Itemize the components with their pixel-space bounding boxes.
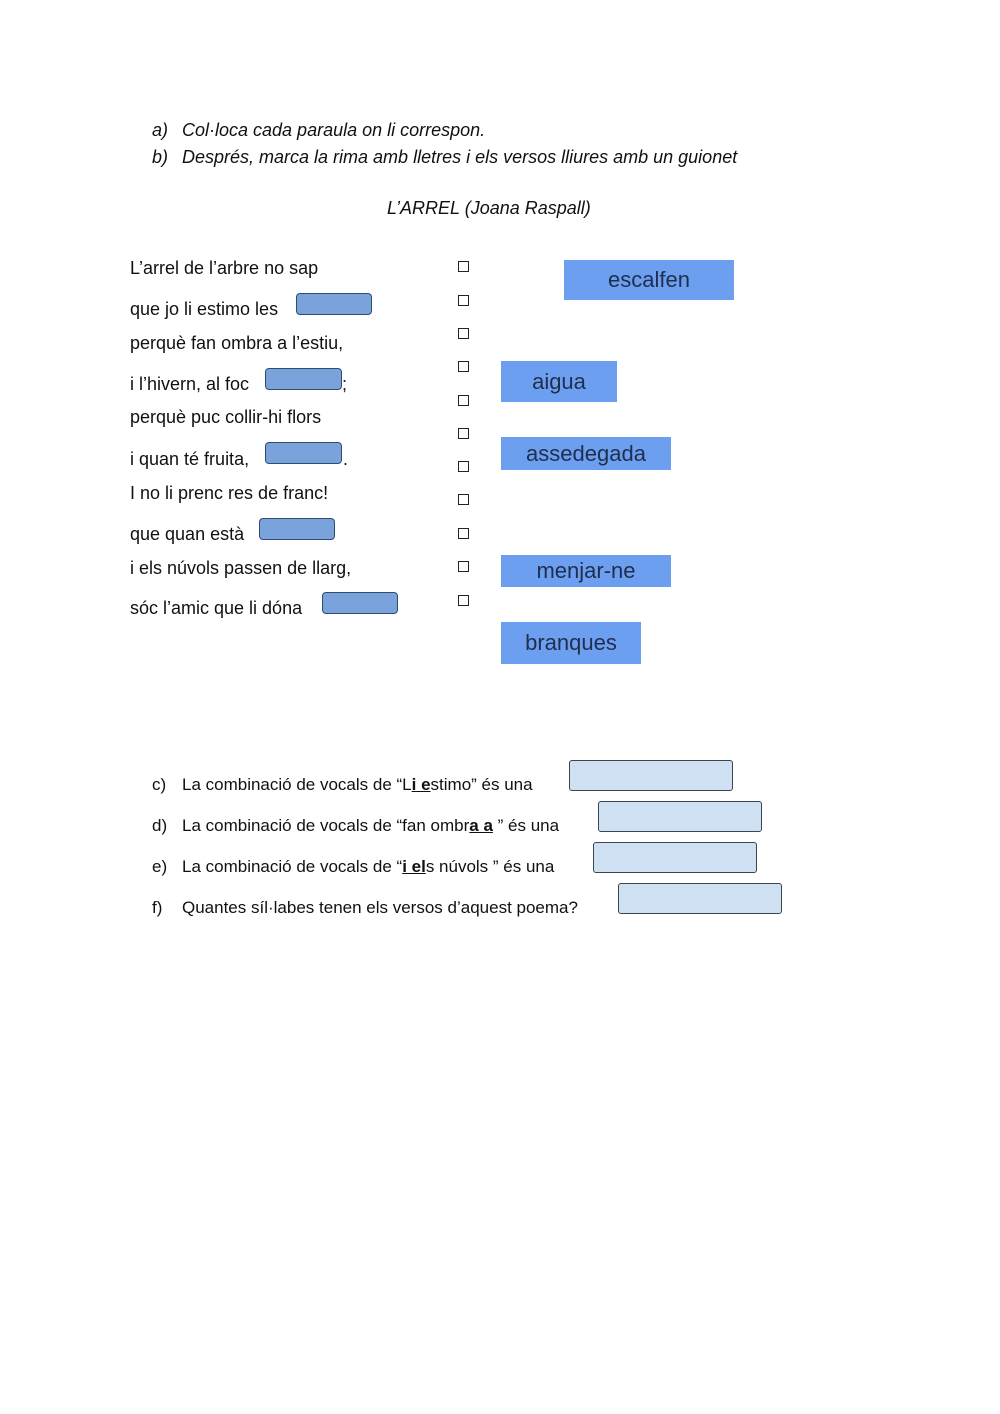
- rhyme-checkbox-3[interactable]: [458, 328, 469, 339]
- question-text-post: ” és una: [492, 816, 560, 835]
- verse-8: que quan està: [130, 524, 245, 544]
- rhyme-checkbox-8[interactable]: [458, 494, 469, 505]
- question-e: [152, 857, 554, 877]
- instruction-mark: a): [152, 120, 169, 140]
- question-highlight: a a: [469, 816, 493, 835]
- instruction-a: [152, 120, 485, 141]
- question-d: [152, 816, 559, 836]
- rhyme-checkbox-4[interactable]: [458, 361, 469, 372]
- question-text-pre: Quantes síl·labes tenen els versos d’aquest poema?: [182, 898, 578, 917]
- drop-slot-verse-4[interactable]: [265, 368, 342, 390]
- verse-2: que jo li estimo les: [130, 299, 279, 319]
- question-mark: e): [152, 857, 168, 876]
- question-text-pre: La combinació de vocals de “: [182, 857, 403, 876]
- question-mark: d): [152, 816, 168, 835]
- rhyme-checkbox-11[interactable]: [458, 595, 469, 606]
- word-chip-assedegada[interactable]: assedegada: [501, 437, 671, 470]
- answer-field-d[interactable]: [598, 801, 762, 832]
- question-text-post: s núvols ” és una: [425, 857, 555, 876]
- verse-4-punctuation: ;: [342, 374, 348, 394]
- answer-field-c[interactable]: [569, 760, 733, 791]
- question-text-pre: La combinació de vocals de “L: [182, 775, 412, 794]
- instruction-text: Col·loca cada paraula on li correspon.: [182, 120, 486, 140]
- question-text-pre: La combinació de vocals de “fan ombr: [182, 816, 470, 835]
- verse-7: I no li prenc res de franc!: [130, 483, 329, 503]
- word-chip-escalfen[interactable]: escalfen: [564, 260, 734, 300]
- instruction-mark: b): [152, 147, 169, 167]
- drop-slot-verse-10[interactable]: [322, 592, 398, 614]
- answer-field-e[interactable]: [593, 842, 757, 873]
- verse-9: i els núvols passen de llarg,: [130, 558, 352, 578]
- rhyme-checkbox-10[interactable]: [458, 561, 469, 572]
- verse-6-punctuation: .: [343, 449, 349, 469]
- rhyme-checkbox-2[interactable]: [458, 295, 469, 306]
- verse-4: i l’hivern, al foc: [130, 374, 250, 394]
- rhyme-checkbox-5[interactable]: [458, 395, 469, 406]
- question-mark: f): [152, 898, 163, 917]
- answer-field-f[interactable]: [618, 883, 782, 914]
- rhyme-checkbox-9[interactable]: [458, 528, 469, 539]
- question-text-post: stimo” és una: [430, 775, 533, 794]
- rhyme-checkbox-1[interactable]: [458, 261, 469, 272]
- word-chip-aigua[interactable]: aigua: [501, 361, 617, 402]
- verse-10: sóc l’amic que li dóna: [130, 598, 303, 618]
- drop-slot-verse-6[interactable]: [265, 442, 342, 464]
- drop-slot-verse-8[interactable]: [259, 518, 335, 540]
- verse-3: perquè fan ombra a l’estiu,: [130, 333, 344, 353]
- question-c: [152, 775, 533, 795]
- instruction-text: Després, marca la rima amb lletres i els versos lliures amb un guionet: [182, 147, 738, 167]
- instruction-b: [152, 147, 737, 168]
- question-f: [152, 898, 578, 918]
- question-highlight: i el: [402, 857, 426, 876]
- rhyme-checkbox-7[interactable]: [458, 461, 469, 472]
- word-chip-menjar-ne[interactable]: menjar-ne: [501, 555, 671, 587]
- drop-slot-verse-2[interactable]: [296, 293, 372, 315]
- question-mark: c): [152, 775, 167, 794]
- poem-title: L’ARREL (Joana Raspall): [387, 198, 591, 218]
- word-chip-branques[interactable]: branques: [501, 622, 641, 664]
- verse-1: L’arrel de l’arbre no sap: [130, 258, 319, 278]
- rhyme-checkbox-6[interactable]: [458, 428, 469, 439]
- question-highlight: i e: [411, 775, 431, 794]
- verse-6: i quan té fruita,: [130, 449, 250, 469]
- verse-5: perquè puc collir-hi flors: [130, 407, 322, 427]
